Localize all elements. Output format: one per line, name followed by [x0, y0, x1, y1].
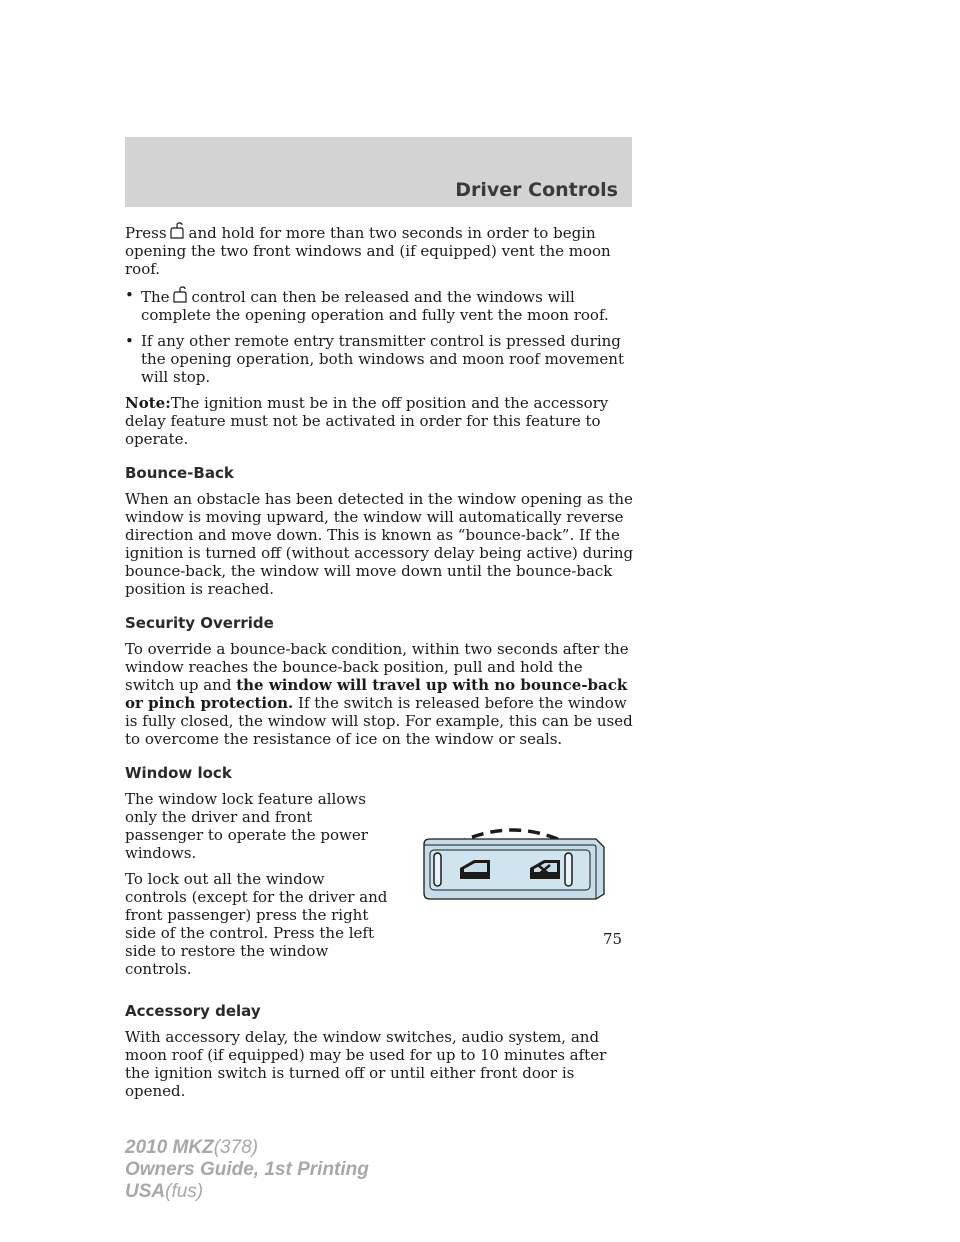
heading-bounce-back: Bounce-Back — [125, 464, 234, 482]
window-lock-paragraph: The window lock feature allows only the driver and front passenger to operate the power windows. — [125, 790, 368, 862]
bounce-back-paragraph: When an obstacle has been detected in the window opening as the window is moving upward, the window will automatically reverse direction and move down. This is known as “bounce-back”. If the ignition is turned off (without accessory delay being active) during bounce-back, the window will move down until the bounce-back position is reached. — [125, 490, 634, 598]
heading-security-override: Security Override — [125, 614, 274, 632]
window-lock-switch-illustration — [418, 814, 608, 909]
heading-window-lock: Window lock — [125, 764, 232, 782]
accessory-delay-paragraph: With accessory delay, the window switches, audio system, and moon roof (if equipped) may be used for up to 10 minutes after the ignition switch is turned off or until either front door is opened. — [125, 1028, 607, 1100]
header-band — [125, 137, 632, 207]
note-paragraph: Note:The ignition must be in the off position and the accessory delay feature must not be activated in order for this feature to operate. — [125, 394, 609, 448]
window-lock-illustration — [390, 790, 635, 986]
security-override-paragraph: To override a bounce-back condition, within two seconds after the window reaches the bounce-back position, pull and hold the switch up and the window will travel up with no bounce-back or pinch protection. If the switch is released before the window is fully closed, the window will stop. For example, this can be used to overcome the resistance of ice on the window or seals. — [125, 640, 633, 748]
bullet-item: • The control can then be released and the windows will complete the opening operation and fully vent the moon roof. — [125, 286, 609, 324]
window-lock-section — [125, 790, 635, 986]
heading-accessory-delay: Accessory delay — [125, 1002, 261, 1020]
section-title: Driver Controls — [455, 179, 618, 201]
unlock-icon — [170, 286, 192, 304]
page-number: 75 — [603, 930, 623, 948]
bullet-item: • If any other remote entry transmitter control is pressed during the opening operation, both windows and moon roof movement will stop. — [125, 332, 624, 386]
note-label: Note: — [125, 394, 171, 412]
print-footer — [125, 1137, 369, 1203]
footer-line-1: 2010 MKZ(378) — [125, 1137, 259, 1158]
window-lock-paragraph: To lock out all the window controls (except for the driver and front passenger) press the right side of the control. Press the left side to restore the window controls. — [125, 870, 388, 978]
footer-line-3: USA(fus) — [125, 1181, 204, 1202]
unlock-icon — [167, 222, 189, 240]
page-content — [125, 222, 635, 1108]
footer-line-2: Owners Guide, 1st Printing — [125, 1159, 369, 1180]
intro-paragraph: Press and hold for more than two seconds in order to begin opening the two front windows and (if equipped) vent the moon roof. — [125, 224, 611, 278]
